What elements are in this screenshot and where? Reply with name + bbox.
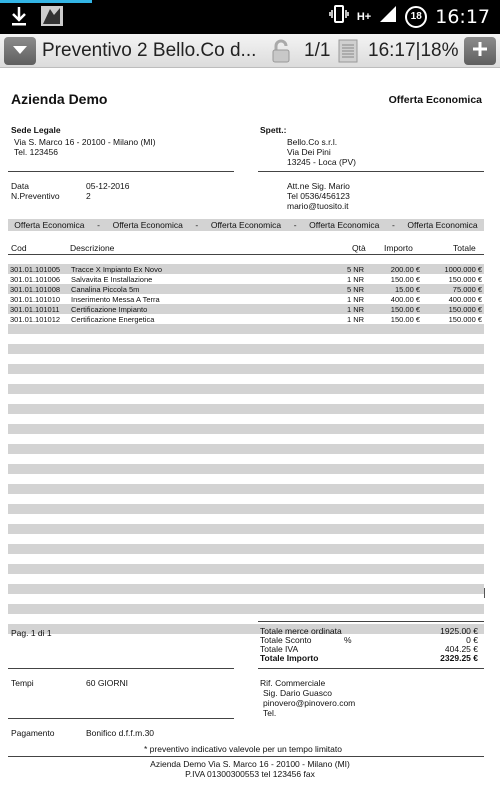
empty-rows xyxy=(8,324,484,644)
total-iva-row xyxy=(260,644,482,653)
viewer-toolbar xyxy=(0,34,500,68)
sede-tel: Tel. 123456 xyxy=(14,147,58,157)
total-iva-label: Totale IVA xyxy=(260,644,299,654)
total-merce-row xyxy=(260,626,482,635)
client-name: Bello.Co s.r.l. xyxy=(287,137,338,147)
table-row xyxy=(8,264,484,274)
vibrate-icon xyxy=(329,4,349,29)
empty-row xyxy=(8,444,484,454)
empty-row xyxy=(8,324,484,334)
banner-text: Offerta Economica xyxy=(14,220,85,230)
item-desc: Tracce X Impianto Ex Novo xyxy=(71,264,163,274)
item-cod: 301.01.101006 xyxy=(10,274,61,284)
item-importo: 15.00 € xyxy=(394,284,420,294)
empty-row xyxy=(8,464,484,474)
item-qta: 5 NR xyxy=(347,284,365,294)
banner-separator: - xyxy=(391,220,395,230)
empty-row xyxy=(8,504,484,514)
banner-separator: - xyxy=(195,220,199,230)
signal-icon xyxy=(379,5,397,28)
client-city: 13245 - Loca (PV) xyxy=(287,157,356,167)
item-desc: Inserimento Messa A Terra xyxy=(71,294,160,304)
empty-row xyxy=(8,404,484,414)
empty-row xyxy=(8,344,484,354)
rif-email: pinovero@pinovero.com xyxy=(263,698,356,708)
item-totale: 75.000 € xyxy=(452,284,482,294)
empty-row xyxy=(8,604,484,614)
item-qta: 5 NR xyxy=(347,264,365,274)
tempi-value: 60 GIORNI xyxy=(86,678,129,688)
offer-banner xyxy=(8,219,484,231)
item-cod: 301.01.101011 xyxy=(10,304,60,314)
column-header-cod: Cod xyxy=(11,243,27,253)
data-label: Data xyxy=(11,181,29,191)
table-row xyxy=(8,274,484,284)
item-totale: 150.000 € xyxy=(448,274,482,284)
tempi-label: Tempi xyxy=(11,678,34,688)
empty-row xyxy=(8,424,484,434)
sede-label: Sede Legale xyxy=(11,125,61,135)
clock: 16:17 xyxy=(435,5,490,28)
client-email: mario@tuosito.it xyxy=(287,201,349,211)
item-importo: 150.00 € xyxy=(390,274,420,284)
total-sconto-pct: % xyxy=(344,635,352,645)
total-iva-value: 404.25 € xyxy=(444,644,478,654)
column-header-importo: Importo xyxy=(384,243,413,253)
item-desc: Salvavita E Installazione xyxy=(71,274,153,284)
total-merce-value: 1925.00 € xyxy=(440,626,478,636)
app-icon xyxy=(40,5,64,32)
item-cod: 301.01.101008 xyxy=(10,284,61,294)
footer-divider xyxy=(8,756,484,757)
item-cod: 301.01.101012 xyxy=(10,314,61,324)
time-battery-status: 16:17|18% xyxy=(368,40,459,61)
document-title: Preventivo 2 Bello.Co d... xyxy=(42,40,257,61)
empty-row xyxy=(8,564,484,574)
items-table xyxy=(8,264,484,324)
rif-label: Rif. Commerciale xyxy=(260,678,326,688)
item-qta: 1 NR xyxy=(347,294,365,304)
page-info: Pag. 1 di 1 xyxy=(11,628,52,638)
offer-title: Offerta Economica xyxy=(388,94,482,106)
item-qta: 1 NR xyxy=(347,274,365,284)
item-totale: 150.000 € xyxy=(448,304,482,314)
spett-label: Spett.: xyxy=(260,125,287,135)
empty-row xyxy=(8,544,484,554)
rif-name: Sig. Dario Guasco xyxy=(263,688,332,698)
data-value: 05-12-2016 xyxy=(86,181,130,191)
attn: Att.ne Sig. Mario xyxy=(287,181,350,191)
document-page xyxy=(0,68,500,792)
download-icon xyxy=(10,6,28,31)
total-importo-row xyxy=(260,653,482,662)
column-header-totale: Totale xyxy=(453,243,476,253)
banner-text: Offerta Economica xyxy=(210,220,282,230)
column-header-descrizione: Descrizione xyxy=(70,243,115,253)
page-counter: 1/1 xyxy=(304,40,331,61)
add-button[interactable] xyxy=(464,37,496,65)
item-cod: 301.01.101010 xyxy=(10,294,61,304)
item-desc: Canalina Piccola 5m xyxy=(71,284,140,294)
item-importo: 200.00 € xyxy=(390,264,420,274)
footer-address: Azienda Demo Via S. Marco 16 - 20100 - Milano (MI) xyxy=(150,759,350,769)
client-street: Via Dei Pini xyxy=(287,147,331,157)
item-totale: 400.000 € xyxy=(448,294,482,304)
divider xyxy=(258,621,484,622)
menu-dropdown-button[interactable] xyxy=(4,37,36,65)
item-qta: 1 NR xyxy=(347,314,365,324)
empty-row xyxy=(8,484,484,494)
add-icon xyxy=(472,41,488,62)
total-sconto-value: 0 € xyxy=(466,635,478,645)
banner-separator: - xyxy=(97,220,100,230)
validity-note: * preventivo indicativo valevole per un tempo limitato xyxy=(144,744,342,754)
divider xyxy=(8,171,234,172)
item-importo: 150.00 € xyxy=(390,304,420,314)
footer-vat: P.IVA 01300300553 tel 123456 fax xyxy=(185,769,315,779)
item-importo: 150.00 € xyxy=(390,314,420,324)
menu-dropdown-icon xyxy=(12,42,28,60)
item-desc: Certificazione Energetica xyxy=(71,314,155,324)
total-sconto-label: Totale Sconto xyxy=(260,635,312,645)
empty-row xyxy=(8,524,484,534)
lock-icon[interactable] xyxy=(268,38,294,69)
totals-box xyxy=(260,626,482,662)
banner-text: Offerta Economica xyxy=(112,220,183,230)
divider xyxy=(8,668,234,669)
total-importo-label: Totale Importo xyxy=(260,653,319,663)
table-row xyxy=(8,294,484,304)
banner-text: Offerta Economica xyxy=(309,220,380,230)
item-cod: 301.01.101005 xyxy=(10,264,61,274)
item-desc: Certificazione Impianto xyxy=(71,304,148,314)
client-tel: Tel 0536/456123 xyxy=(287,191,350,201)
empty-row xyxy=(8,364,484,374)
pagamento-value: Bonifico d.f.f.m.30 xyxy=(86,728,155,738)
empty-row xyxy=(8,584,484,594)
table-row xyxy=(8,304,484,314)
company-name: Azienda Demo xyxy=(11,91,108,107)
item-totale: 150.000 € xyxy=(448,314,482,324)
table-row xyxy=(8,314,484,324)
document-icon[interactable] xyxy=(338,39,358,68)
banner-separator: - xyxy=(293,220,297,230)
notification-badge: 18 xyxy=(405,6,427,28)
item-importo: 400.00 € xyxy=(390,294,420,304)
sede-address: Via S. Marco 16 - 20100 - Milano (MI) xyxy=(14,137,156,147)
npreventivo-label: N.Preventivo xyxy=(11,191,60,201)
scroll-marker xyxy=(484,588,485,598)
rif-tel: Tel. xyxy=(263,708,277,718)
total-importo-value: 2329.25 € xyxy=(440,653,478,663)
item-totale: 1000.000 € xyxy=(444,264,482,274)
table-header-divider xyxy=(8,254,484,255)
status-bar xyxy=(0,0,500,34)
total-merce-label: Totale merce ordinata xyxy=(260,626,342,636)
pagamento-label: Pagamento xyxy=(11,728,55,738)
network-type: H+ xyxy=(356,10,372,23)
total-sconto-row xyxy=(260,635,482,644)
divider xyxy=(258,668,484,669)
empty-row xyxy=(8,384,484,394)
table-row xyxy=(8,284,484,294)
download-progress xyxy=(0,0,92,3)
banner-text: Offerta Economica xyxy=(407,220,478,230)
npreventivo-value: 2 xyxy=(86,191,91,201)
divider xyxy=(8,718,234,719)
column-header-qta: Qtà xyxy=(352,243,366,253)
item-qta: 1 NR xyxy=(347,304,365,314)
divider xyxy=(258,171,484,172)
